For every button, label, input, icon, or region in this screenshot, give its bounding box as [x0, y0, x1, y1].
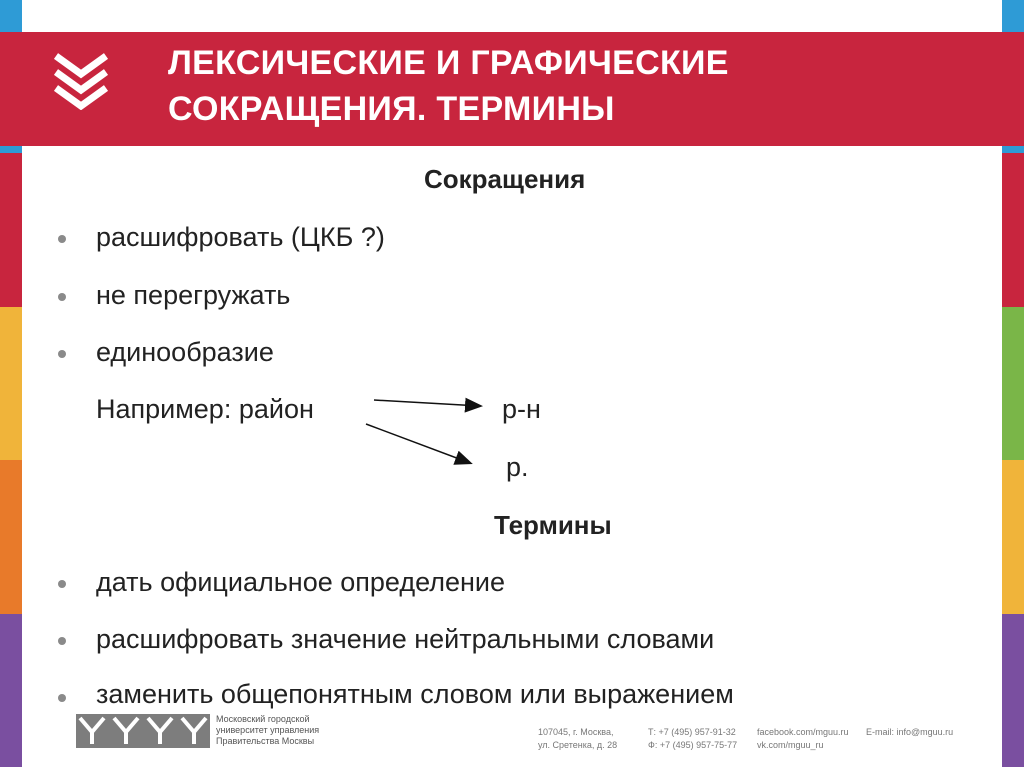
- university-logo: [76, 714, 210, 748]
- section-heading-terms: Термины: [494, 510, 612, 540]
- footer-vk-link[interactable]: vk.com/mguu_ru: [757, 740, 824, 750]
- university-name-line-1: Московский городской: [216, 714, 310, 724]
- example-target-1: р-н: [502, 394, 541, 424]
- footer-address-1: 107045, г. Москва,: [538, 727, 614, 737]
- bullet-dot: [58, 637, 66, 645]
- example-text: Например: район: [96, 394, 314, 424]
- university-name-line-3: Правительства Москвы: [216, 736, 315, 746]
- university-name: [216, 714, 319, 747]
- page-title-line-2: СОКРАЩЕНИЯ. ТЕРМИНЫ: [168, 90, 615, 128]
- section-heading-abbreviations: Сокращения: [424, 164, 586, 194]
- university-name-line-2: университет управления: [216, 725, 320, 735]
- page-title-line-1: ЛЕКСИЧЕСКИЕ И ГРАФИЧЕСКИЕ: [168, 44, 729, 82]
- arrow-to-target-2: [366, 424, 470, 463]
- list-item: заменить общепонятным словом или выражением: [96, 679, 734, 709]
- list-item: единообразие: [96, 337, 274, 367]
- list-item: расшифровать значение нейтральными словами: [96, 624, 715, 654]
- list-item: не перегружать: [96, 280, 291, 310]
- list-item: расшифровать (ЦКБ ?): [96, 222, 385, 252]
- footer-address-2: ул. Сретенка, д. 28: [538, 740, 618, 750]
- bullet-dot: [58, 580, 66, 588]
- example-target-2: р.: [506, 452, 529, 482]
- footer-facebook-link[interactable]: facebook.com/mguu.ru: [757, 727, 849, 737]
- list-item: дать официальное определение: [96, 567, 505, 597]
- bullet-dot: [58, 694, 66, 702]
- footer-fax: Ф: +7 (495) 957-75-77: [648, 740, 738, 750]
- footer-email-link[interactable]: E-mail: info@mguu.ru: [866, 727, 954, 737]
- footer-phone: Т: +7 (495) 957-91-32: [648, 727, 736, 737]
- arrow-to-target-1: [374, 400, 480, 406]
